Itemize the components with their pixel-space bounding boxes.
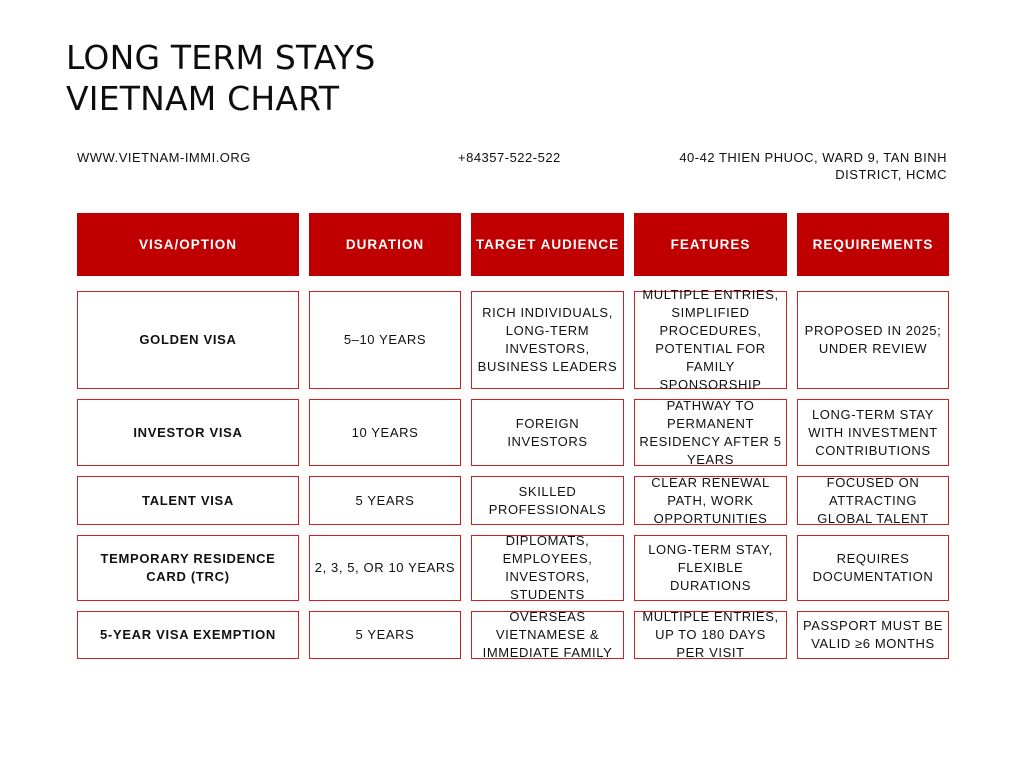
cell-visa-option: TEMPORARY RESIDENCE CARD (TRC) xyxy=(77,535,299,601)
page-title xyxy=(66,37,376,119)
cell-features: LONG-TERM STAY, FLEXIBLE DURATIONS xyxy=(634,535,787,601)
cell-duration: 5 YEARS xyxy=(309,476,461,525)
cell-target-audience: OVERSEAS VIETNAMESE & IMMEDIATE FAMILY xyxy=(471,611,624,659)
visa-comparison-table xyxy=(77,213,947,659)
title-line-2: VIETNAM CHART xyxy=(66,79,340,118)
cell-target-audience: FOREIGN INVESTORS xyxy=(471,399,624,466)
cell-visa-option: INVESTOR VISA xyxy=(77,399,299,466)
cell-duration: 5–10 YEARS xyxy=(309,291,461,389)
website-text: WWW.VIETNAM-IMMI.ORG xyxy=(77,150,251,165)
cell-requirements: REQUIRES DOCUMENTATION xyxy=(797,535,949,601)
cell-requirements: PASSPORT MUST BE VALID ≥6 MONTHS xyxy=(797,611,949,659)
cell-features: MULTIPLE ENTRIES, SIMPLIFIED PROCEDURES, POTENTIAL FOR FAMILY SPONSORSHIP xyxy=(634,291,787,389)
cell-duration: 10 YEARS xyxy=(309,399,461,466)
cell-visa-option: 5-YEAR VISA EXEMPTION xyxy=(77,611,299,659)
cell-duration: 5 YEARS xyxy=(309,611,461,659)
cell-requirements: PROPOSED IN 2025; UNDER REVIEW xyxy=(797,291,949,389)
header-target-audience: TARGET AUDIENCE xyxy=(471,213,624,276)
header-requirements: REQUIREMENTS xyxy=(797,213,949,276)
cell-visa-option: GOLDEN VISA xyxy=(77,291,299,389)
cell-requirements: LONG-TERM STAY WITH INVESTMENT CONTRIBUTIONS xyxy=(797,399,949,466)
header-features: FEATURES xyxy=(634,213,787,276)
phone-text: +84357-522-522 xyxy=(458,150,561,165)
address-text: 40-42 THIEN PHUOC, WARD 9, TAN BINH DISTRICT, HCMC xyxy=(679,150,947,182)
cell-target-audience: RICH INDIVIDUALS, LONG-TERM INVESTORS, BUSINESS LEADERS xyxy=(471,291,624,389)
cell-features: PATHWAY TO PERMANENT RESIDENCY AFTER 5 YEARS xyxy=(634,399,787,466)
cell-features: MULTIPLE ENTRIES, UP TO 180 DAYS PER VISIT xyxy=(634,611,787,659)
cell-target-audience: SKILLED PROFESSIONALS xyxy=(471,476,624,525)
cell-duration: 2, 3, 5, OR 10 YEARS xyxy=(309,535,461,601)
cell-visa-option: TALENT VISA xyxy=(77,476,299,525)
cell-requirements: FOCUSED ON ATTRACTING GLOBAL TALENT xyxy=(797,476,949,525)
cell-features: CLEAR RENEWAL PATH, WORK OPPORTUNITIES xyxy=(634,476,787,525)
header-duration: DURATION xyxy=(309,213,461,276)
header-visa-option: VISA/OPTION xyxy=(77,213,299,276)
cell-target-audience: DIPLOMATS, EMPLOYEES, INVESTORS, STUDENTS xyxy=(471,535,624,601)
title-line-1: LONG TERM STAYS xyxy=(66,38,376,77)
